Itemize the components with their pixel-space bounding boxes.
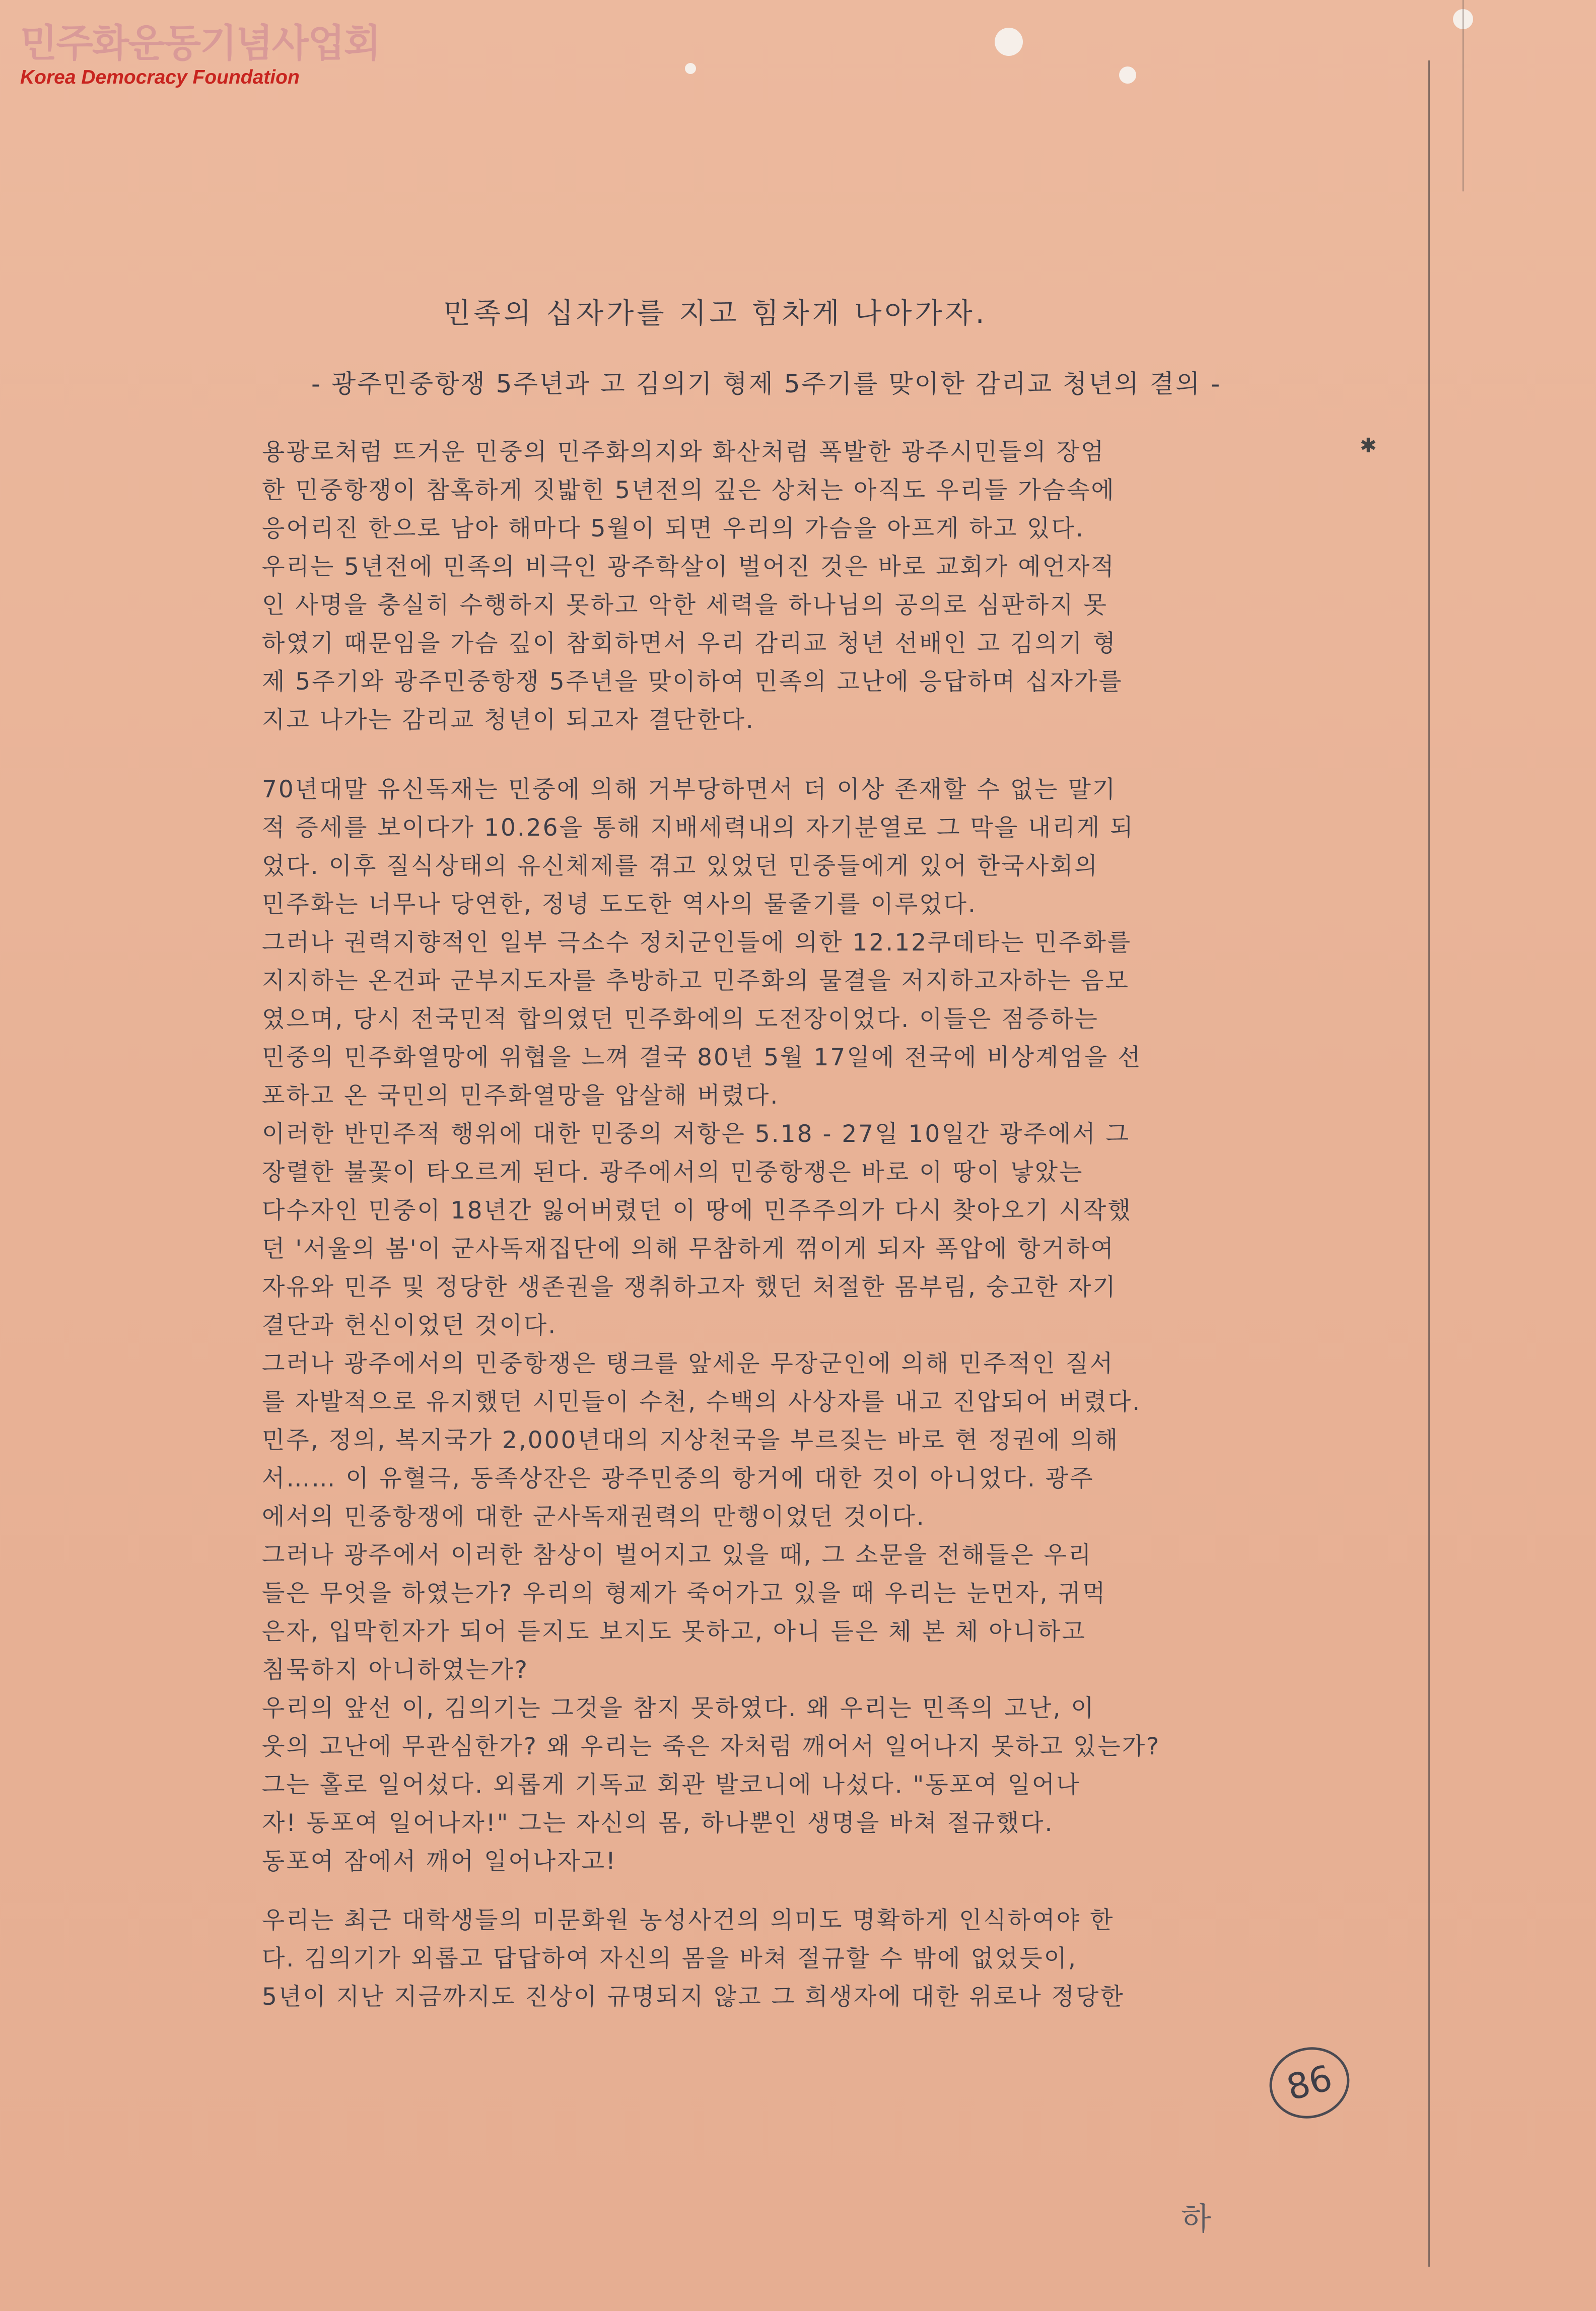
paragraph-1 [262, 433, 1269, 739]
text-line: 그는 홀로 일어섰다. 외롭게 기독교 회관 발코니에 나섰다. "동포여 일어나 [262, 1771, 1081, 1799]
text-line: 우리는 5년전에 민족의 비극인 광주학살이 벌어진 것은 바로 교회가 예언자적 [262, 553, 1116, 581]
text-line: 들은 무엇을 하였는가? 우리의 형제가 죽어가고 있을 때 우리는 눈먼자, 귀먹 [262, 1580, 1107, 1607]
punch-hole [685, 63, 696, 74]
text-line: 다. 김의기가 외롭고 답답하여 자신의 몸을 바쳐 절규할 수 밖에 없었듯이, [262, 1945, 1077, 1973]
text-line: 민주, 정의, 복지국가 2,000년대의 지상천국을 부르짖는 바로 현 정권에 의해 [262, 1426, 1120, 1454]
watermark-korean: 민주화운동기념사업회 [20, 21, 380, 65]
text-line: 자! 동포여 일어나자!" 그는 자신의 몸, 하나뿐인 생명을 바쳐 절규했다. [262, 1809, 1054, 1837]
paragraph-2 [262, 771, 1269, 1881]
margin-fold-line [1463, 0, 1464, 191]
text-line: 응어리진 한으로 남아 해마다 5월이 되면 우리의 가슴을 아프게 하고 있다. [262, 515, 1085, 542]
text-line: 한 민중항쟁이 참혹하게 짓밟힌 5년전의 깊은 상처는 아직도 우리들 가슴속에 [262, 477, 1116, 504]
text-line: 하였기 때문임을 가슴 깊이 참회하면서 우리 감리교 청년 선배인 고 김의기 형 [262, 630, 1117, 657]
watermark-english: Korea Democracy Foundation [20, 66, 300, 88]
text-line: 민중의 민주화열망에 위협을 느껴 결국 80년 5월 17일에 전국에 비상계엄을 선 [262, 1044, 1142, 1071]
text-line: 은자, 입막힌자가 되어 듣지도 보지도 못하고, 아니 듣은 체 본 체 아니하고 [262, 1618, 1086, 1646]
punch-hole [995, 28, 1023, 56]
text-line: 장렬한 불꽃이 타오르게 된다. 광주에서의 민중항쟁은 바로 이 땅이 낳았는 [262, 1159, 1084, 1186]
text-line: 이러한 반민주적 행위에 대한 민중의 저항은 5.18 - 27일 10일간 광주에서 그 [262, 1120, 1131, 1148]
text-line: 그러나 권력지향적인 일부 극소수 정치군인들에 의한 12.12쿠데타는 민주화를 [262, 929, 1132, 957]
margin-fold-line [1428, 60, 1430, 2267]
text-line: 5년이 지난 지금까지도 진상이 규명되지 않고 그 희생자에 대한 위로나 정당한 [262, 1983, 1125, 2011]
text-line: 70년대말 유신독재는 민중에 의해 거부당하면서 더 이상 존재할 수 없는 말기 [262, 776, 1117, 803]
text-line: 에서의 민중항쟁에 대한 군사독재권력의 만행이었던 것이다. [262, 1503, 926, 1531]
paragraph-3 [262, 1901, 1269, 2016]
text-line: 자유와 민주 및 정당한 생존권을 쟁취하고자 했던 처절한 몸부림, 숭고한 자기 [262, 1273, 1117, 1301]
punch-hole [1119, 66, 1136, 84]
text-line: 였으며, 당시 전국민적 합의였던 민주화에의 도전장이었다. 이들은 점증하는 [262, 1005, 1099, 1033]
text-line: 제 5주기와 광주민중항쟁 5주년을 맞이하여 민족의 고난에 응답하며 십자가를 [262, 668, 1123, 696]
document-subtitle: - 광주민중항쟁 5주년과 고 김의기 형제 5주기를 맞이한 감리교 청년의 결의 - [311, 369, 1222, 398]
document-title: 민족의 십자가를 지고 힘차게 나아가자. [443, 297, 988, 330]
watermark [20, 21, 380, 88]
text-line: 침묵하지 아니하였는가? [262, 1656, 529, 1684]
ink-blot: ✱ [1360, 434, 1377, 457]
text-line: 용광로처럼 뜨거운 민중의 민주화의지와 화산처럼 폭발한 광주시민들의 장엄 [262, 438, 1105, 466]
text-line: 다수자인 민중이 18년간 잃어버렸던 이 땅에 민주주의가 다시 찾아오기 시작했 [262, 1197, 1132, 1225]
text-line: 었다. 이후 질식상태의 유신체제를 겪고 있었던 민중들에게 있어 한국사회의 [262, 852, 1099, 880]
text-line: 그러나 광주에서의 민중항쟁은 탱크를 앞세운 무장군인에 의해 민주적인 질서 [262, 1350, 1115, 1378]
text-line: 지고 나가는 감리교 청년이 되고자 결단한다. [262, 706, 755, 734]
text-line: 그러나 광주에서 이러한 참상이 벌어지고 있을 때, 그 소문을 전해들은 우리 [262, 1541, 1093, 1569]
text-line: 민주화는 너무나 당연한, 정녕 도도한 역사의 물줄기를 이루었다. [262, 891, 977, 918]
text-line: 적 증세를 보이다가 10.26을 통해 지배세력내의 자기분열로 그 막을 내리게 되 [262, 814, 1135, 842]
text-line: 웃의 고난에 무관심한가? 왜 우리는 죽은 자처럼 깨어서 일어나지 못하고 있는가? [262, 1733, 1161, 1760]
text-line: 지지하는 온건파 군부지도자를 추방하고 민주화의 물결을 저지하고자하는 음모 [262, 967, 1130, 995]
text-line: 던 '서울의 봄'이 군사독재집단에 의해 무참하게 꺾이게 되자 폭압에 항거하여 [262, 1235, 1115, 1263]
text-line: 우리는 최근 대학생들의 미문화원 농성사건의 의미도 명확하게 인식하여야 한 [262, 1907, 1115, 1934]
handwritten-mark: 하 [1181, 2200, 1211, 2237]
text-line: 를 자발적으로 유지했던 시민들이 수천, 수백의 사상자를 내고 진압되어 버렸다. [262, 1388, 1142, 1416]
text-line: 서…… 이 유혈극, 동족상잔은 광주민중의 항거에 대한 것이 아니었다. 광주 [262, 1465, 1094, 1492]
handwritten-page-number: 86 [1262, 2038, 1358, 2128]
text-line: 인 사명을 충실히 수행하지 못하고 악한 세력을 하나님의 공의로 심판하지 못 [262, 591, 1108, 619]
text-line: 포하고 온 국민의 민주화열망을 압살해 버렸다. [262, 1082, 780, 1110]
text-line: 동포여 잠에서 깨어 일어나자고! [262, 1848, 617, 1875]
text-line: 결단과 헌신이었던 것이다. [262, 1312, 558, 1339]
text-line: 우리의 앞선 이, 김의기는 그것을 참지 못하였다. 왜 우리는 민족의 고난, 이 [262, 1694, 1095, 1722]
